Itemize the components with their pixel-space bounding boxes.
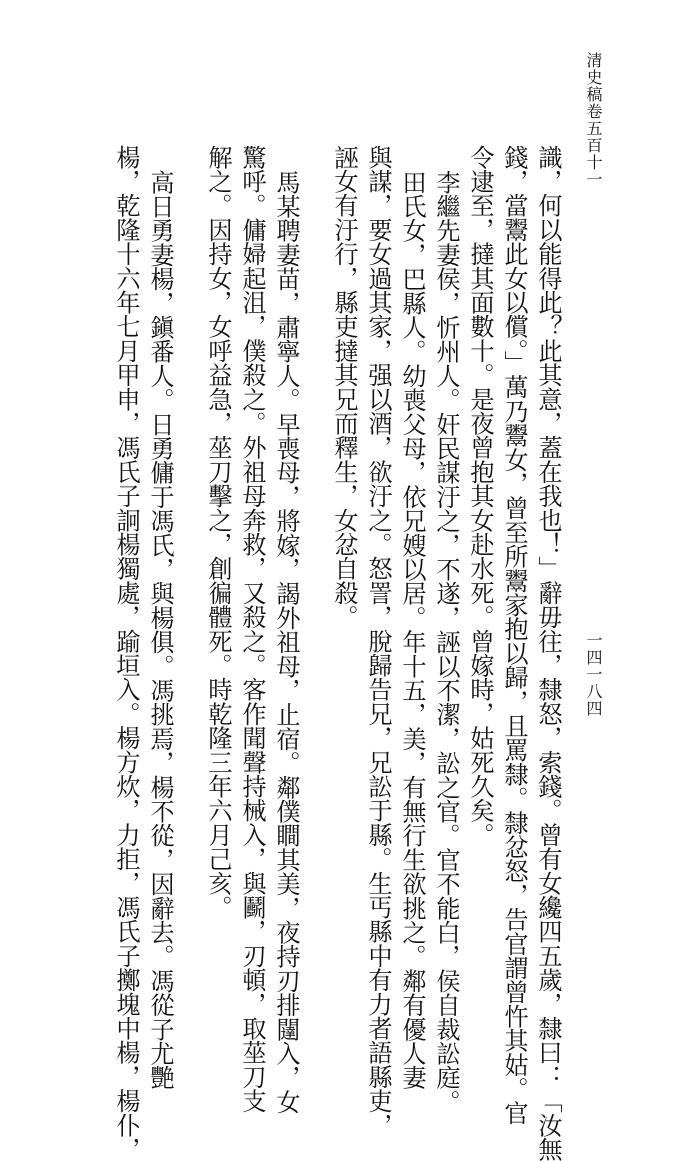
text-column-8: 馬某聘妻苗，肅寧人。早喪母，將嫁，謁外祖母，止宿。鄰僕瞷其美，夜持刃排闥入，女	[272, 170, 300, 1114]
text-column-9: 驚呼。傭婦起沮，僕殺之。外祖母奔救，又殺之。客作聞聲持械入，與鬬，刃頓，取莝刀支	[238, 145, 266, 1113]
running-header-title: 清史稿卷五百十一	[584, 52, 603, 188]
text-column-1: 識，何以能得此？此其意，蓋在我也！」辭毋往，隸怒，索錢。曾有女纔四五歲，隸曰：「汝無	[534, 145, 562, 1161]
text-column-2: 錢，當鬻此女以償。」萬乃鬻女，曾至所鬻家抱以歸，且罵隸。隸忿怒，告官謂曾忤其姑。官	[500, 145, 528, 1126]
text-column-3: 令逮至，撻其面數十。是夜曾抱其女赴水死。曾嫁時，姑死久矣。	[466, 145, 494, 847]
text-column-6: 與謀，要女過其家，强以酒，欲汙之。怒詈，脫歸告兄，兄訟于縣。生丐縣中有力者語縣吏，	[364, 145, 392, 1138]
text-column-10: 解之。因持女，女呼益急，莝刀擊之，創徧體死。時乾隆三年六月己亥。	[204, 145, 232, 920]
text-column-5: 田氏女，巴縣人。幼喪父母，依兄嫂以居。年十五，美，有無行生欲挑之。鄰有優人妻	[398, 170, 426, 1090]
page-number: 一四一八四	[584, 632, 603, 717]
text-column-4: 李繼先妻侯，忻州人。奸民謀汙之，不遂，誣以不潔，訟之官。官不能白，侯自裁訟庭。	[432, 170, 460, 1114]
text-column-11: 高日勇妻楊，鎭番人。日勇傭于馮氏，與楊俱。馮挑焉，楊不從，因辭去。馮從子尤艷	[146, 170, 174, 1090]
text-column-7: 誣女有汙行，縣吏撻其兄而釋生，女忿自殺。	[330, 145, 358, 629]
text-column-12: 楊，乾隆十六年七月甲申，馮氏子詗楊獨處，踰垣入。楊方炊，力拒，馮氏子擲塊中楊，楊仆，	[112, 145, 140, 1161]
